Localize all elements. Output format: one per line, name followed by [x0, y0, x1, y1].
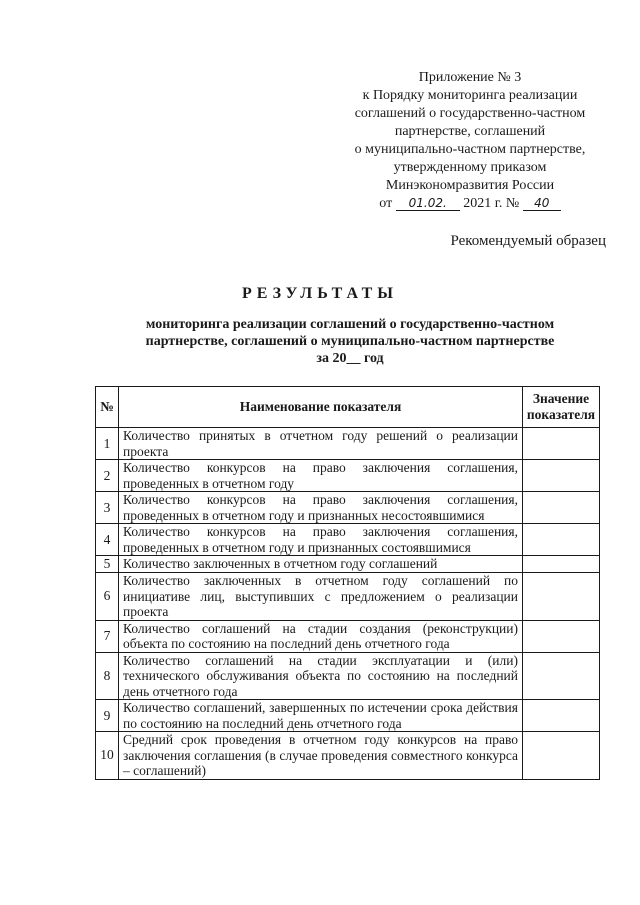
subheading-line: за 20__ год — [316, 351, 384, 366]
table-row — [96, 732, 600, 780]
row-value — [523, 556, 600, 573]
document-subheading — [100, 316, 600, 367]
row-num: 10 — [96, 732, 119, 780]
table-row — [96, 524, 600, 556]
handwritten-order-number: 40 — [523, 196, 561, 211]
subheading-line: мониторинга реализации соглашений о государственно-частном — [145, 317, 555, 332]
table-row — [96, 573, 600, 621]
recommended-sample-label: Рекомендуемый образец — [450, 233, 606, 249]
appendix-block — [330, 69, 610, 213]
appendix-line: о муниципально-частном партнерстве, — [354, 142, 586, 157]
row-value — [523, 732, 600, 780]
appendix-line: партнерстве, соглашений — [394, 124, 546, 139]
appendix-line: утвержденному приказом — [393, 160, 547, 175]
table-row — [96, 620, 600, 652]
header-num: № — [96, 387, 119, 428]
header-value: Значение показателя — [523, 387, 600, 428]
row-value — [523, 492, 600, 524]
order-date-line — [330, 195, 610, 213]
row-num: 3 — [96, 492, 119, 524]
document-heading: РЕЗУЛЬТАТЫ — [241, 285, 399, 302]
row-num: 4 — [96, 524, 119, 556]
table-row — [96, 700, 600, 732]
table-row — [96, 492, 600, 524]
row-name: Количество конкурсов на право заключения соглашения, проведенных в отчетном году — [119, 460, 523, 492]
subheading-line: партнерстве, соглашений о муниципально-частном партнерстве — [145, 334, 555, 349]
row-name: Количество заключенных в отчетном году соглашений — [119, 556, 523, 573]
row-num: 8 — [96, 652, 119, 700]
row-value — [523, 573, 600, 621]
appendix-line: Минэкономразвития России — [385, 178, 555, 193]
row-name: Средний срок проведения в отчетном году конкурсов на право заключения соглашения (в случае проведения совместного конкурса – соглашений) — [119, 732, 523, 780]
row-name: Количество конкурсов на право заключения соглашения, проведенных в отчетном году и признанных состоявшимися — [119, 524, 523, 556]
row-num: 1 — [96, 428, 119, 460]
row-name: Количество принятых в отчетном году решений о реализации проекта — [119, 428, 523, 460]
row-value — [523, 460, 600, 492]
indicators-table — [95, 386, 600, 780]
table-row — [96, 652, 600, 700]
row-num: 6 — [96, 573, 119, 621]
handwritten-date: 01.02. — [396, 196, 460, 211]
row-value — [523, 652, 600, 700]
table-header-row — [96, 387, 600, 428]
row-name: Количество соглашений на стадии создания (реконструкции) объекта по состоянию на последний день отчетного года — [119, 620, 523, 652]
header-name: Наименование показателя — [119, 387, 523, 428]
appendix-line: к Порядку мониторинга реализации — [362, 88, 578, 103]
row-value — [523, 620, 600, 652]
row-num: 2 — [96, 460, 119, 492]
row-value — [523, 524, 600, 556]
table-row — [96, 460, 600, 492]
appendix-title: Приложение № 3 — [418, 70, 522, 85]
year-text: 2021 г. № — [463, 196, 520, 211]
row-num: 5 — [96, 556, 119, 573]
appendix-line: соглашений о государственно-частном — [354, 106, 586, 121]
row-name: Количество соглашений, завершенных по истечении срока действия по состоянию на последний день отчетного года — [119, 700, 523, 732]
table-row — [96, 556, 600, 573]
row-value — [523, 700, 600, 732]
row-name: Количество конкурсов на право заключения соглашения, проведенных в отчетном году и признанных несостоявшимися — [119, 492, 523, 524]
row-num: 7 — [96, 620, 119, 652]
row-name: Количество заключенных в отчетном году соглашений по инициативе лиц, выступивших с предложением о реализации проекта — [119, 573, 523, 621]
row-name: Количество соглашений на стадии эксплуатации и (или) технического обслуживания объекта по состоянию на последний день отчетного года — [119, 652, 523, 700]
row-value — [523, 428, 600, 460]
table-row — [96, 428, 600, 460]
row-num: 9 — [96, 700, 119, 732]
date-prefix: от — [379, 196, 393, 211]
